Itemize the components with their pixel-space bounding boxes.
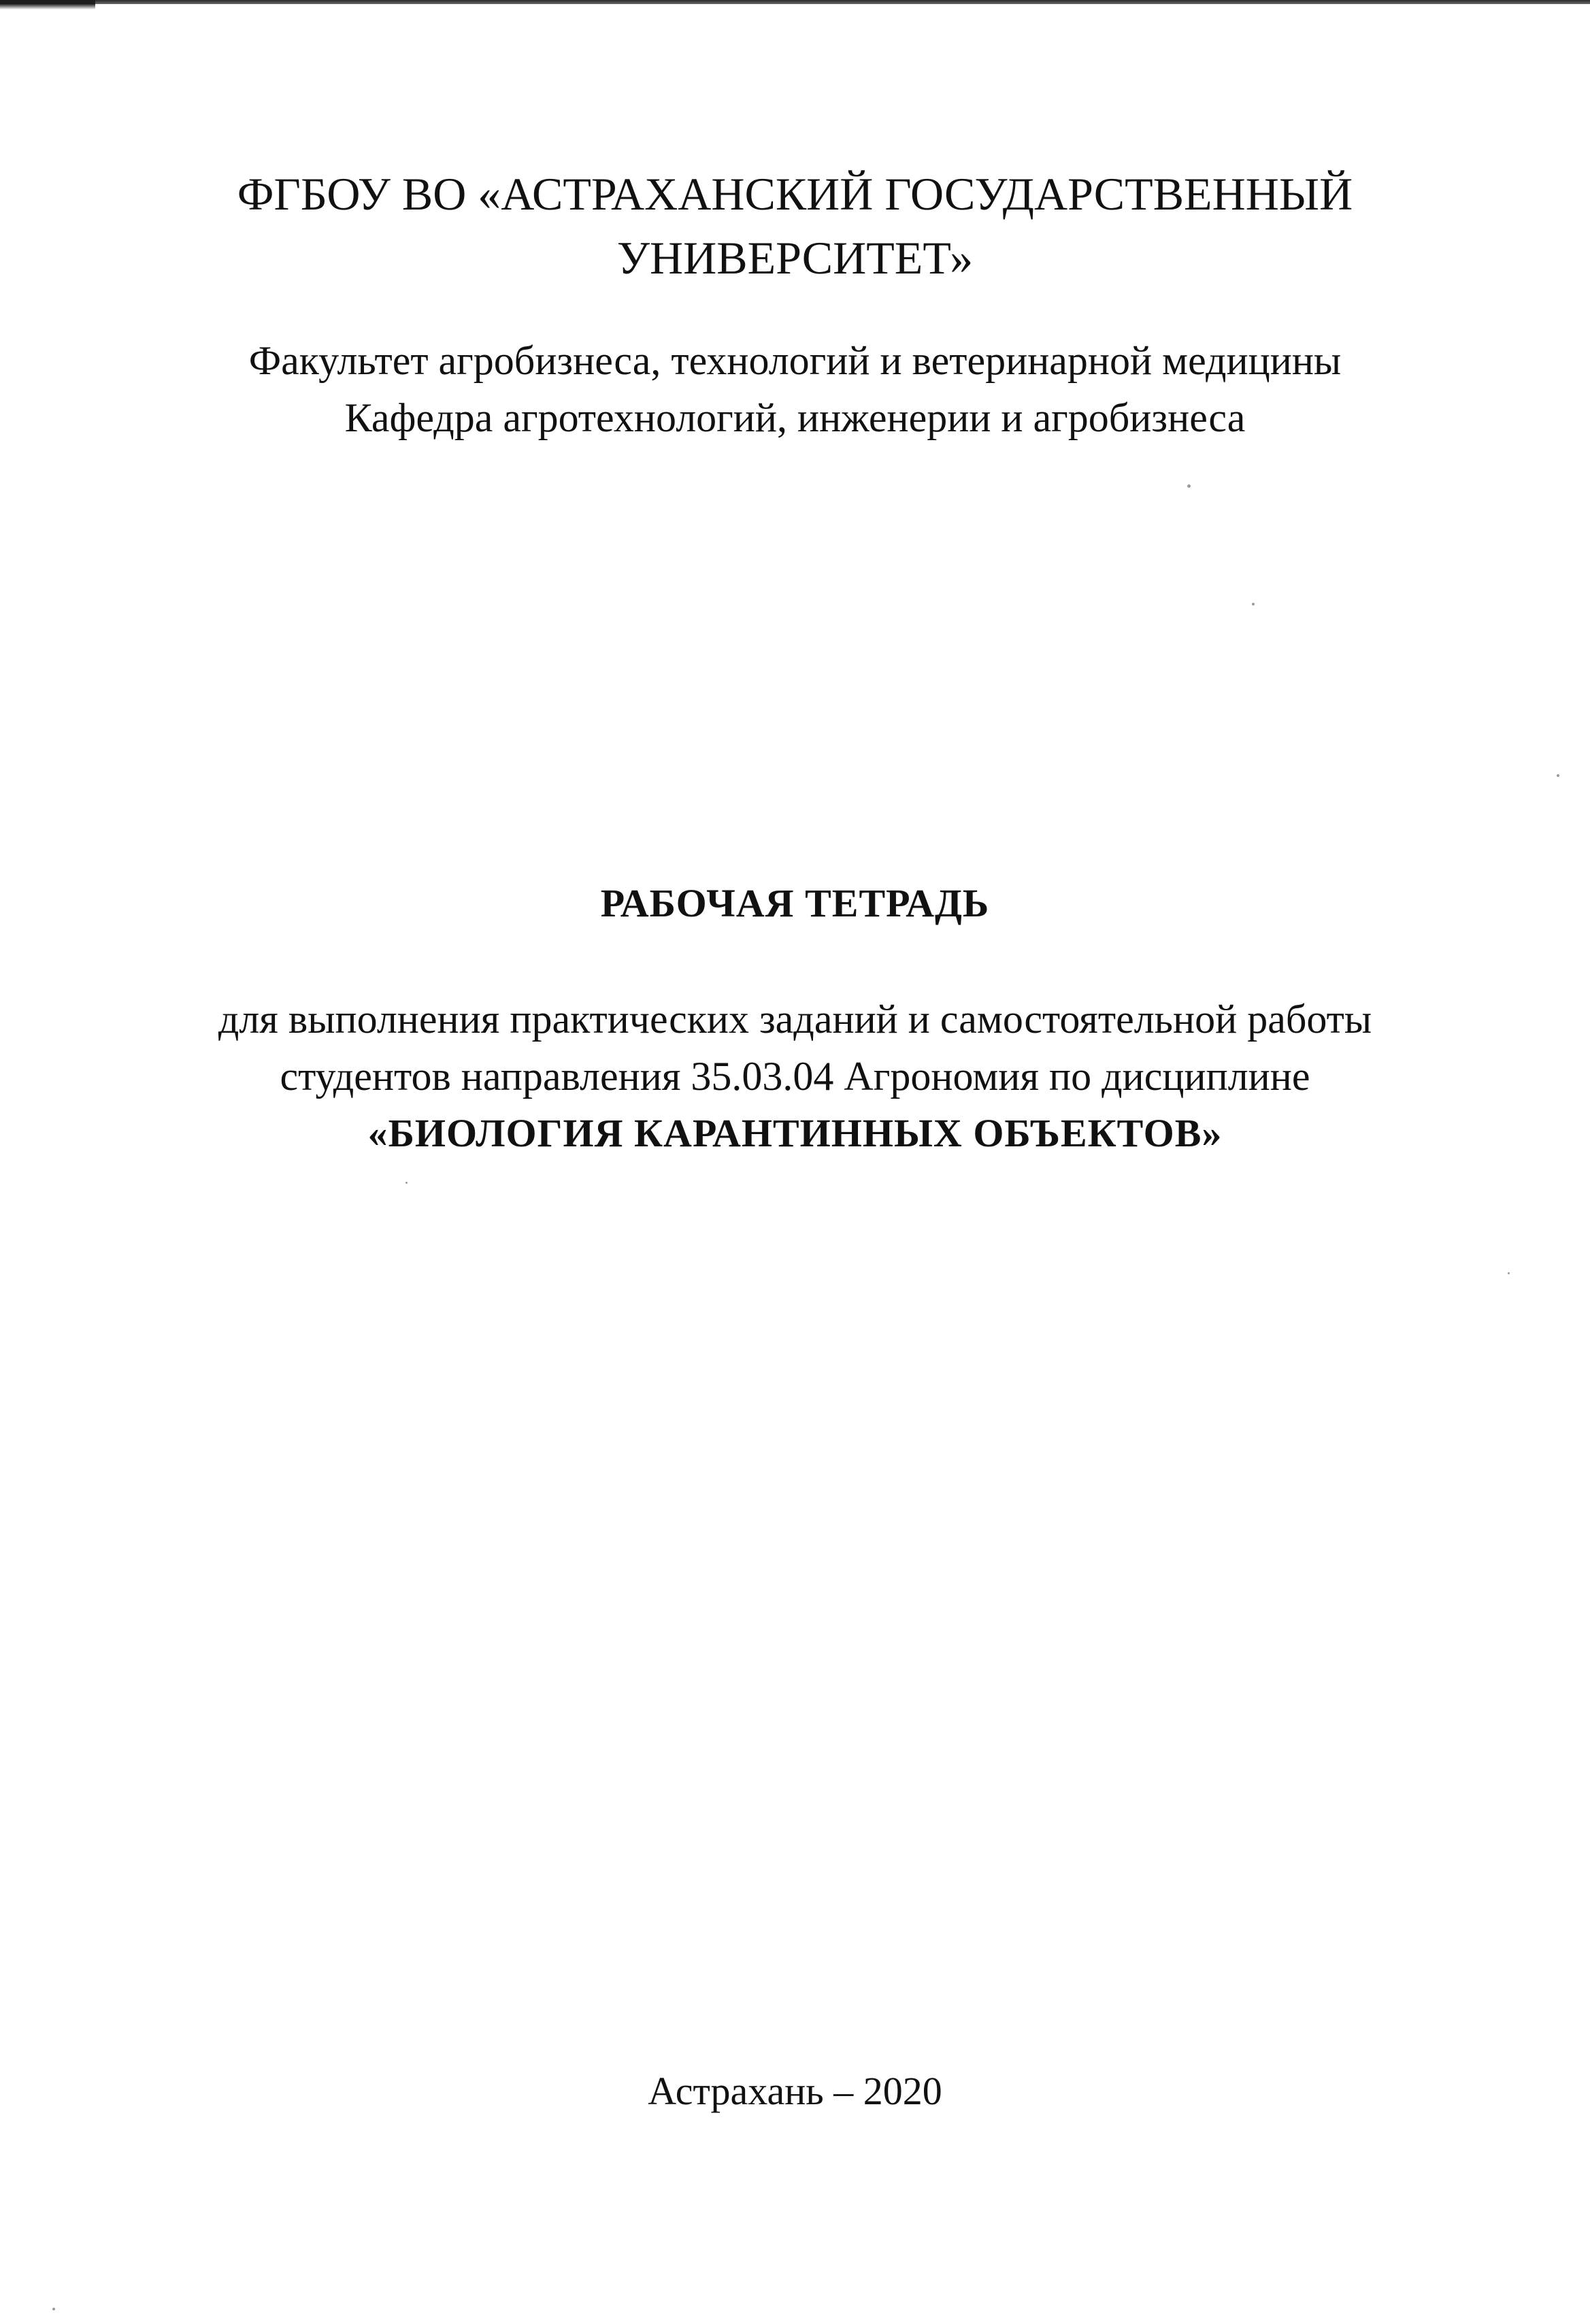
scan-speck bbox=[1252, 603, 1255, 605]
discipline-name: «БИОЛОГИЯ КАРАНТИННЫХ ОБЪЕКТОВ» bbox=[367, 1111, 1223, 1155]
scan-speck bbox=[1508, 1272, 1510, 1274]
university-header bbox=[0, 162, 1590, 290]
chair-name: Кафедра агротехнологий, инженерии и агробизнеса bbox=[344, 395, 1246, 440]
university-name-line2: УНИВЕРСИТЕТ» bbox=[616, 232, 974, 284]
document-purpose bbox=[0, 991, 1590, 1162]
scan-speck bbox=[1187, 484, 1191, 488]
footer-city-year bbox=[0, 2064, 1590, 2119]
purpose-line1: для выполнения практических заданий и самостоятельной работы bbox=[218, 997, 1372, 1042]
scan-speck bbox=[1557, 774, 1559, 777]
faculty-name: Факультет агробизнеса, технологий и ветеринарной медицины bbox=[248, 338, 1342, 383]
document-title-text: РАБОЧАЯ ТЕТРАДЬ bbox=[600, 881, 990, 925]
scan-speck bbox=[52, 2308, 55, 2310]
scan-speck bbox=[405, 1182, 408, 1184]
scan-corner-shadow bbox=[0, 0, 95, 10]
scan-top-edge bbox=[0, 0, 1590, 4]
city-year-text: Астрахань – 2020 bbox=[648, 2069, 942, 2113]
university-name-line1: ФГБОУ ВО «АСТРАХАНСКИЙ ГОСУДАРСТВЕННЫЙ bbox=[237, 168, 1353, 220]
document-title bbox=[0, 876, 1590, 931]
purpose-line2: студентов направления 35.03.04 Агрономия по дисциплине bbox=[280, 1054, 1310, 1099]
department-block bbox=[0, 332, 1590, 446]
